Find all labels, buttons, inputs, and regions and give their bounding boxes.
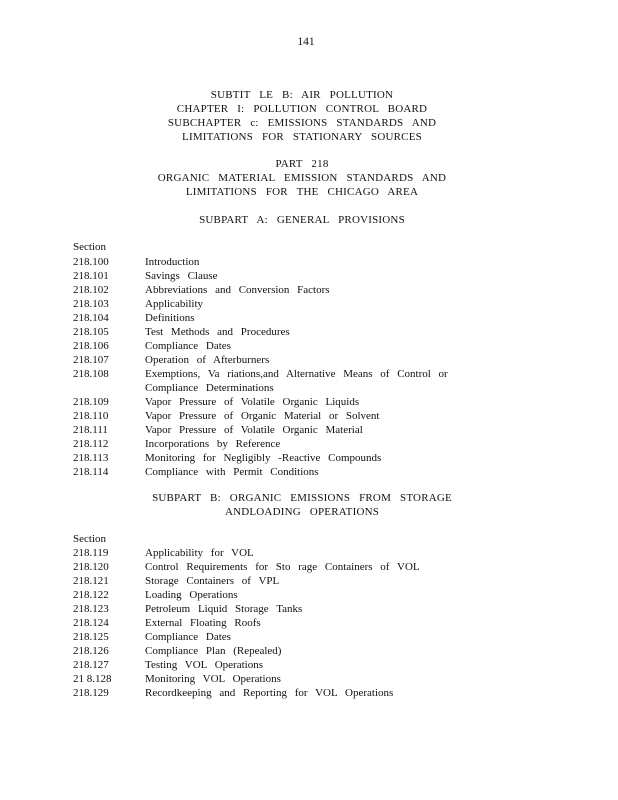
section-number: 218.111: [73, 424, 108, 436]
page-number: 141: [297, 36, 315, 48]
section-title: Compliance with Permit Conditions: [145, 466, 319, 478]
section-number: 218.113: [73, 452, 109, 464]
section-number: 218.108: [73, 368, 109, 380]
section-row: [73, 255, 553, 269]
section-row: [73, 339, 553, 353]
section-title: Recordkeeping and Reporting for VOL Operations: [145, 687, 394, 699]
section-number: 218.120: [73, 561, 109, 573]
section-number: 218.129: [73, 687, 109, 699]
section-row: [73, 423, 553, 437]
section-title: Incorporations by Reference: [145, 438, 281, 450]
section-number: 218.125: [73, 631, 109, 643]
section-title: Control Requirements for Sto rage Containers of VOL: [145, 561, 420, 573]
subchapter-heading-cont: LIMITATIONS FOR STATIONARY SOURCES: [182, 131, 422, 143]
section-title: Applicability for VOL: [145, 547, 254, 559]
subpart-b-section-list: [73, 546, 553, 700]
section-row: [73, 546, 553, 560]
section-title: External Floating Roofs: [145, 617, 261, 629]
subpart-a-section-label: Section: [73, 241, 106, 253]
part-title-line-2: LIMITATIONS FOR THE CHICAGO AREA: [185, 186, 419, 198]
section-row: [73, 269, 553, 283]
section-row: [73, 437, 553, 451]
section-number: 218.110: [73, 410, 109, 422]
section-number: 218.109: [73, 396, 109, 408]
section-row: [73, 451, 553, 465]
section-row: [73, 367, 553, 395]
subchapter-heading: SUBCHAPTER c: EMISSIONS STANDARDS AND: [167, 117, 437, 129]
section-row: [73, 409, 553, 423]
section-row: [73, 311, 553, 325]
section-number: 218.104: [73, 312, 109, 324]
section-title: Monitoring VOL Operations: [145, 673, 281, 685]
section-row: [73, 353, 553, 367]
section-number: 218.126: [73, 645, 109, 657]
section-title: Savings Clause: [145, 270, 218, 282]
section-number: 218.103: [73, 298, 109, 310]
section-row: [73, 630, 553, 644]
section-title: Loading Operations: [145, 589, 238, 601]
section-number: 218.127: [73, 659, 109, 671]
section-row: [73, 616, 553, 630]
section-row: [73, 672, 553, 686]
section-number: 218.121: [73, 575, 109, 587]
section-row: [73, 325, 553, 339]
subpart-a-heading: SUBPART A: GENERAL PROVISIONS: [199, 214, 405, 226]
section-row: [73, 644, 553, 658]
section-title: Definitions: [145, 312, 195, 324]
section-row: [73, 588, 553, 602]
section-title: Compliance Dates: [145, 340, 231, 352]
section-title: Petroleum Liquid Storage Tanks: [145, 603, 303, 615]
section-row: [73, 602, 553, 616]
section-title: Operation of Afterburners: [145, 354, 270, 366]
section-number: 218.122: [73, 589, 109, 601]
part-title-line-1: ORGANIC MATERIAL EMISSION STANDARDS AND: [157, 172, 447, 184]
section-number: 218.102: [73, 284, 109, 296]
section-title: Exemptions, Va riations,and Alternative Means of Control or Compliance Determinations: [145, 368, 448, 394]
section-number: 218.114: [73, 466, 109, 478]
section-title: Vapor Pressure of Organic Material or Solvent: [145, 410, 380, 422]
section-title: Compliance Plan (Repealed): [145, 645, 282, 657]
section-row: [73, 283, 553, 297]
section-title: Vapor Pressure of Volatile Organic Material: [145, 424, 363, 436]
section-row: [73, 574, 553, 588]
section-title: Testing VOL Operations: [145, 659, 263, 671]
chapter-heading: CHAPTER I: POLLUTION CONTROL BOARD: [176, 103, 428, 115]
section-number: 218.100: [73, 256, 109, 268]
section-row: [73, 560, 553, 574]
section-title: Abbreviations and Conversion Factors: [145, 284, 330, 296]
subpart-b-heading-line-2: ANDLOADING OPERATIONS: [224, 506, 380, 518]
section-title: Storage Containers of VPL: [145, 575, 280, 587]
section-title: Vapor Pressure of Volatile Organic Liquids: [145, 396, 360, 408]
section-row: [73, 395, 553, 409]
section-number: 21 8.128: [73, 673, 112, 685]
subpart-b-section-label: Section: [73, 533, 106, 545]
part-heading: PART 218: [275, 158, 329, 170]
section-row: [73, 658, 553, 672]
section-number: 218.119: [73, 547, 109, 559]
section-number: 218.105: [73, 326, 109, 338]
section-number: 218.107: [73, 354, 109, 366]
section-number: 218.106: [73, 340, 109, 352]
section-title: Monitoring for Negligibly -Reactive Compounds: [145, 452, 382, 464]
subpart-b-heading-line-1: SUBPART B: ORGANIC EMISSIONS FROM STORAGE: [152, 492, 452, 504]
section-title: Introduction: [145, 256, 200, 268]
section-number: 218.124: [73, 617, 109, 629]
section-number: 218.123: [73, 603, 109, 615]
subtitle-heading: SUBTIT LE B: AIR POLLUTION: [210, 89, 394, 101]
section-number: 218.112: [73, 438, 109, 450]
subpart-a-section-list: [73, 255, 553, 479]
section-title: Compliance Dates: [145, 631, 231, 643]
section-row: [73, 465, 553, 479]
section-number: 218.101: [73, 270, 109, 282]
section-row: [73, 686, 553, 700]
section-title: Applicability: [145, 298, 204, 310]
section-row: [73, 297, 553, 311]
section-title: Test Methods and Procedures: [145, 326, 290, 338]
